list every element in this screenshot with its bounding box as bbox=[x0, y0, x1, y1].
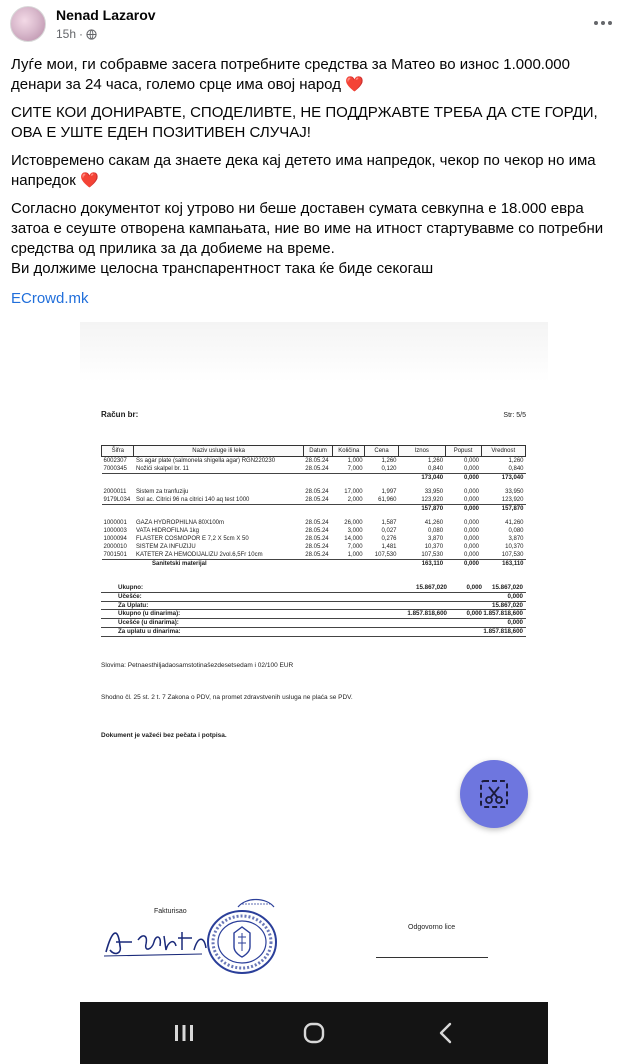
scan-crop-icon bbox=[477, 777, 511, 811]
post-header bbox=[0, 0, 630, 50]
invoice-page: Str: 5/5 bbox=[503, 412, 526, 419]
col-cena: Cena bbox=[365, 446, 399, 457]
phone-screenshot bbox=[80, 322, 548, 1064]
post-meta bbox=[56, 27, 97, 41]
home-icon[interactable] bbox=[284, 1002, 344, 1064]
post-body bbox=[11, 55, 621, 309]
summary-row: Ukupno: 15.867,020 0,000 15.867,020 bbox=[101, 584, 526, 593]
android-nav-bar bbox=[80, 1002, 548, 1064]
post-paragraph: Истовремено сакам да знаете дека кај детето има напредок, чекор по чекор но има напредок ❤️ bbox=[11, 152, 596, 189]
subtotal-row: 173,040 0,000 173,040 bbox=[102, 474, 526, 483]
scan-crop-button[interactable] bbox=[460, 760, 528, 828]
summary-row: Učešće: 0,000 bbox=[101, 593, 526, 602]
col-iznos: Iznos bbox=[399, 446, 446, 457]
more-horizontal-icon[interactable] bbox=[592, 12, 614, 34]
author-name[interactable]: Nenad Lazarov bbox=[56, 7, 156, 23]
invoice-title: Račun br: bbox=[101, 410, 139, 419]
summary-row: Za Uplatu: 15.867,020 bbox=[101, 602, 526, 611]
subtotal-row: Sanitetski materijal 163,110 0,000 163,110 bbox=[102, 560, 526, 569]
post-paragraph: Луѓе мои, ги собравме засега потребните средства за Матео во износ 1.000.000 денари за 24 часа, големо срце има овој народ ❤️ bbox=[11, 56, 570, 93]
col-datum: Datum bbox=[303, 446, 333, 457]
table-row: 2000010 SISTEM ZA INFUZIJU 28.05.24 7,000 1,481 10,370 0,000 10,370 bbox=[103, 544, 524, 550]
post-link[interactable]: ECrowd.mk bbox=[11, 290, 89, 307]
heart-icon: ❤️ bbox=[79, 172, 99, 189]
summary-row: Ukupno (u dinarima): 1.857.818,600 0,000 1.857.818,600 bbox=[101, 610, 526, 619]
subtotal-row: 157,870 0,000 157,870 bbox=[102, 505, 526, 514]
col-vrednost: Vrednost bbox=[481, 446, 525, 457]
post-time[interactable]: 15h bbox=[56, 27, 77, 41]
table-row: 7000345 Nožići skalpel br. 11 28.05.24 7,000 0,120 0,840 0,000 0,840 bbox=[103, 466, 524, 472]
table-row: 6002307 Ss agar plate (salmonela shigella agar) RGN220230 28.05.24 1,000 1,260 1,260 0,000 1,260 bbox=[103, 458, 524, 464]
recent-apps-icon[interactable] bbox=[154, 1002, 214, 1064]
stamp-seal bbox=[204, 907, 280, 977]
invoice-document bbox=[80, 322, 548, 1002]
table-row: 2000011 Sistem za tranfuziju 28.05.24 17,000 1,997 33,950 0,000 33,950 bbox=[103, 489, 524, 495]
col-naziv: Naziv usluge ili leka bbox=[134, 446, 303, 457]
avatar[interactable] bbox=[10, 6, 46, 42]
post-paragraph: Ви должиме целосна транспарентност така ќе биде секогаш bbox=[11, 260, 434, 277]
post-photo[interactable] bbox=[0, 318, 630, 1064]
table-row: 1000094 FLASTER COSMOPOR E 7,2 X 5cm X 50 28.05.24 14,000 0,276 3,870 0,000 3,870 bbox=[103, 536, 524, 542]
odgovorno-label: Odgovorno lice bbox=[408, 924, 456, 931]
post-paragraph: СИТЕ КОИ ДОНИРАВТЕ, СПОДЕЛИВТЕ, НЕ ПОДДРЖАВТЕ ТРЕБА ДА СТЕ ГОРДИ, ОВА Е УШТЕ ЕДЕН ПОЗИТИВЕН СЛУЧАЈ! bbox=[11, 104, 598, 141]
col-popust: Popust bbox=[445, 446, 481, 457]
post-paragraph: Согласно документот кој утрово ни беше доставен сумата севкупна е 18.000 евра затоа е сеуште отворена кампањата, ние во име на итност стартувавме со потребни средства од прилика за да добиеме на време. bbox=[11, 200, 604, 257]
table-row: 1000001 GAZA HYDROPHILNA 80X100m 28.05.24 26,000 1,587 41,260 0,000 41,260 bbox=[103, 520, 524, 526]
vat-note: Shodno čl. 25 st. 2 t. 7 Zakona o PDV, na promet zdravstvenih usluga ne plaća se PDV. bbox=[101, 694, 353, 701]
col-kolicina: Količina bbox=[333, 446, 365, 457]
fakturisao-label: Fakturisao bbox=[154, 908, 187, 915]
table-row: 7001501 KATETER ZA HEMODIJALIZU 2vol.6,5Fr 10cm 28.05.24 1,000 107,530 107,530 0,000 107,530 bbox=[103, 552, 524, 558]
heart-icon: ❤️ bbox=[345, 76, 364, 93]
table-row: 1000003 VATA HIDROFILNA 1kg 28.05.24 3,000 0,027 0,080 0,000 0,080 bbox=[103, 528, 524, 534]
back-icon[interactable] bbox=[416, 1002, 476, 1064]
invoice-summary bbox=[101, 584, 526, 637]
signature bbox=[102, 920, 212, 960]
table-row: 9179L034 Sol ac. Citrici 96 na citrici 140 aq test 1000 28.05.24 2,000 61,960 123,920 0,000 123,920 bbox=[103, 497, 524, 503]
summary-row: Za uplatu u dinarima: 1.857.818,600 bbox=[101, 628, 526, 637]
validity-note: Dokument je važeći bez pečata i potpisa. bbox=[101, 732, 227, 739]
globe-icon bbox=[86, 29, 97, 40]
signature-line bbox=[376, 957, 488, 958]
amount-in-words: Slovima: Petnaesthiljadaosamstotinašezdesetsedam i 02/100 EUR bbox=[101, 662, 294, 669]
meta-separator: · bbox=[79, 27, 84, 41]
summary-row: Ucešće (u dinarima): 0,000 bbox=[101, 619, 526, 628]
col-sifra: Šifra bbox=[102, 446, 134, 457]
table-header-row bbox=[102, 446, 526, 457]
invoice-table bbox=[101, 445, 526, 568]
